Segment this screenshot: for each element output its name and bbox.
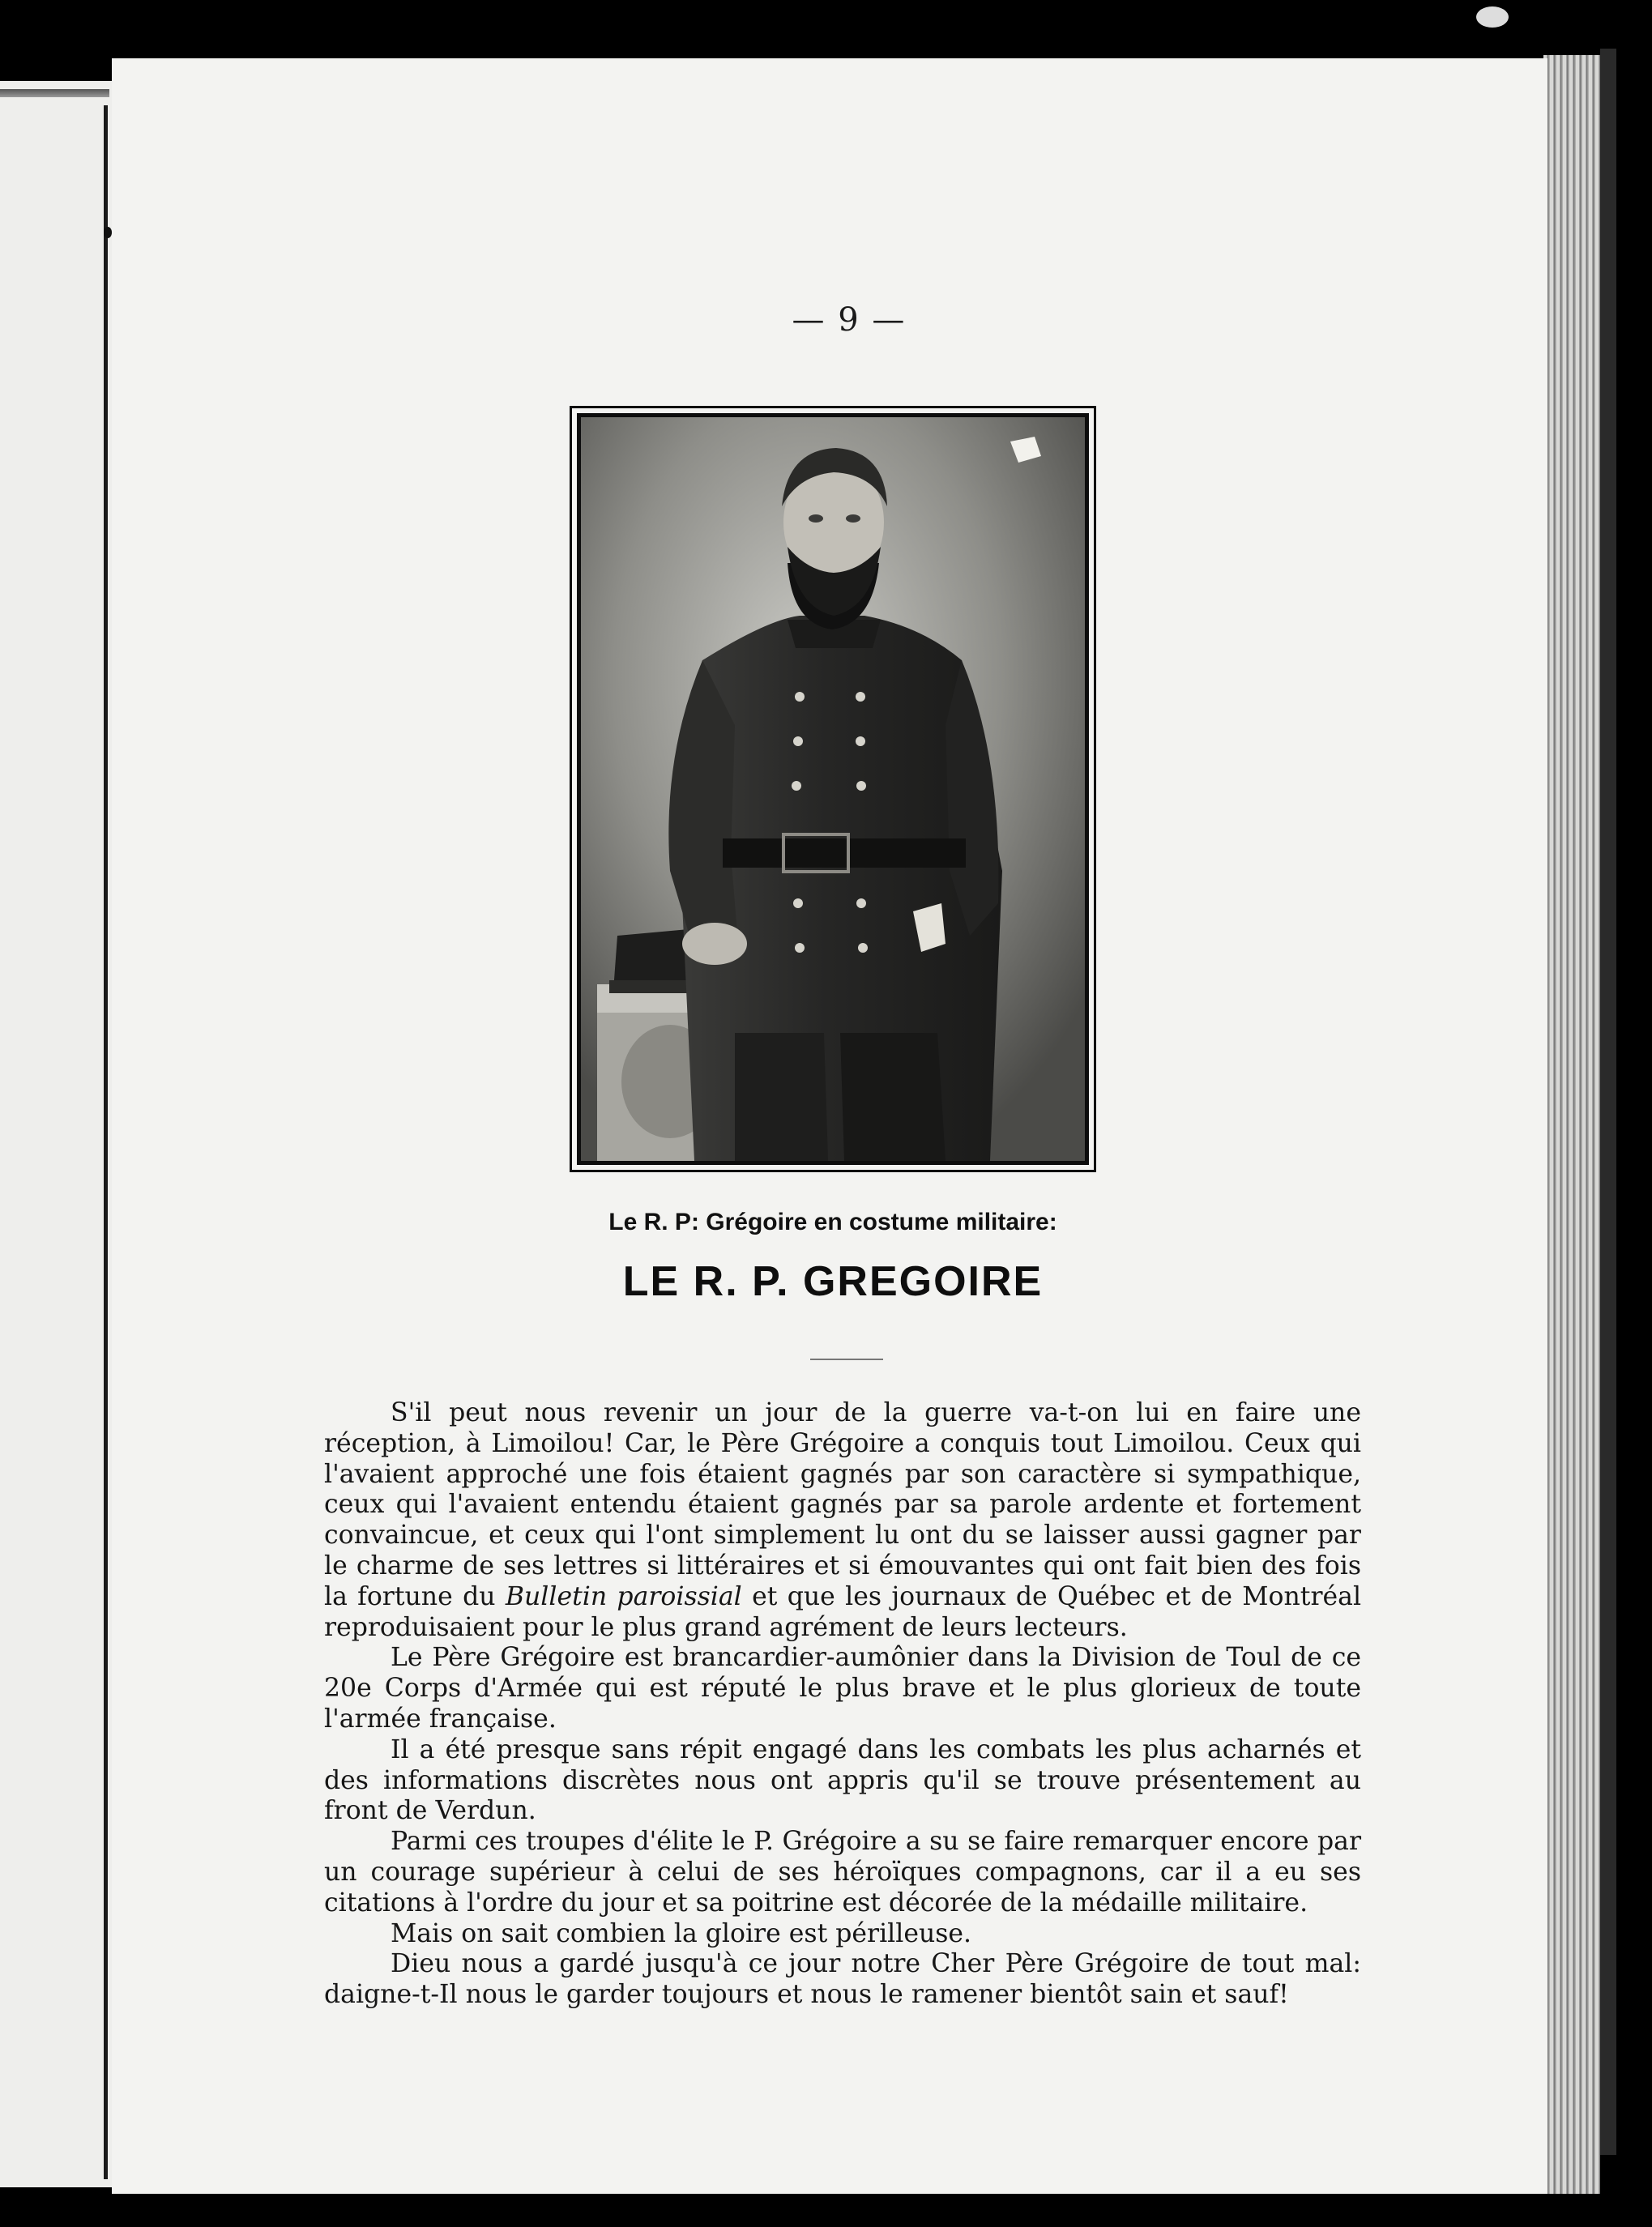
- portrait-figure: [581, 417, 1085, 1161]
- bulletin-title: Bulletin paroissial: [505, 1581, 742, 1611]
- facing-page-edge: [0, 81, 112, 2187]
- gutter-line: [104, 105, 108, 2179]
- paragraph-6: Dieu nous a gardé jusqu'à ce jour notre Cher Père Grégoire de tout mal: daigne-t-Il nous le garder toujours et nous le ramener bientôt sain et sauf!: [324, 1949, 1361, 2010]
- article-body: [324, 1398, 1361, 2011]
- document-page: [112, 58, 1547, 2194]
- page-edges-stack: [1543, 55, 1600, 2194]
- paragraph-1: [324, 1398, 1361, 1643]
- spine-strip: [0, 89, 109, 97]
- portrait-photo: [577, 413, 1089, 1165]
- paragraph-5: Mais on sait combien la gloire est périlleuse.: [391, 1918, 972, 1948]
- scan-speck: [1476, 6, 1509, 28]
- title-rule: [810, 1359, 883, 1360]
- scan-speck: [104, 227, 112, 238]
- article-title: LE R. P. GREGOIRE: [622, 1258, 1044, 1305]
- paragraph-1-text-start: S'il peut nous revenir un jour de la guerre va-t-on lui en faire une réception, à Limoilou! Car, le Père Grégoire a conquis tout Limoilou. Ceux qui l'avaient approché une fois étaient gagnés par son caractère si sympathique, ceux qui l'avaient entendu étaient gagnés par sa parole ardente et fortement convaincue, et ceux qui l'ont simplement lu ont du se laisser aussi gagner par le charme de ses lettres si littéraires et si émouvantes qui ont fait bien des fois la fortune du: [324, 1398, 1361, 1611]
- paragraph-4: Parmi ces troupes d'élite le P. Grégoire a su se faire remarquer encore par un courage supérieur à celui de ses héroïques compagnons, car il a eu ses citations à l'ordre du jour et sa poitrine est décorée de la médaille militaire.: [324, 1827, 1361, 1918]
- paragraph-2: Le Père Grégoire est brancardier-aumônier dans la Division de Toul de ce 20e Corps d'Armée qui est réputé le plus brave et le plus glorieux de toute l'armée française.: [324, 1643, 1361, 1734]
- page-edges-shadow: [1600, 49, 1616, 2155]
- photo-caption: Le R. P: Grégoire en costume militaire:: [608, 1209, 1057, 1235]
- paragraph-1-text-end: et que les journaux de Québec et de Montréal reproduisaient pour le plus grand agrément de leurs lecteurs.: [324, 1581, 1362, 1642]
- paragraph-3: Il a été presque sans répit engagé dans les combats les plus acharnés et des informations discrètes nous ont appris qu'il se trouve présentement au front de Verdun.: [324, 1734, 1361, 1826]
- page-number: — 9 —: [792, 301, 907, 339]
